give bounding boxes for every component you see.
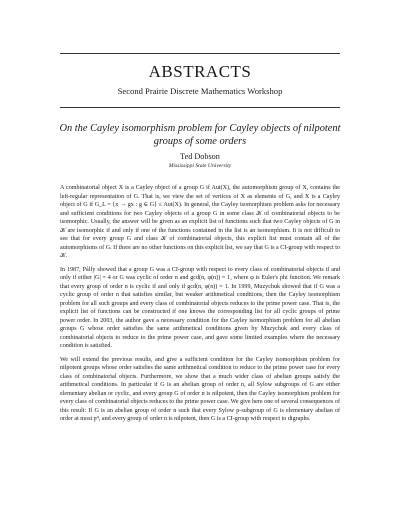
author-affiliation: Mississippi State University bbox=[168, 163, 232, 169]
abstract-body bbox=[60, 184, 340, 429]
section-title: ABSTRACTS bbox=[148, 62, 252, 81]
paper-title: On the Cayley isomorphism problem for Cayley objects of nilpotent groups of some orders bbox=[59, 123, 341, 147]
abstract-paragraph-2: In 1987, Pálfy showed that a group G was a CI-group with respect to every class of combinatorial objects if and only if either |G| = 4 or G was cyclic of order n and gcd(n, φ(n)) = 1, where φ is Euler's phi function. We remark that every group of order n is cyclic if and only if gcd(n, φ(n)) = 1. In 1999, Muzychuk showed that if G was a cyclic group of order n that satisfies similar, but weaker arithmetical conditions, then the Cayley isomorphism problem for all such groups and every class of combinatorial objects reduces to the prime power case. That is, the explicit list of functions can be constructed if one knows the corresponding list for all cyclic groups of prime power order. In 2003, the author gave a necessary condition for the Cayley isomorphism problem for all abelian groups G whose order satisfies the same arithmetical conditions given by Muzychuk and every class of combinatorial objects to reduce to the prime power case, and gave some limited examples where the necessary condition is satisfied. bbox=[60, 266, 340, 349]
abstract-paragraph-1: A combinatorial object X is a Cayley object of a group G if Aut(X), the automorphism group of X, contains the left-regular representation of G. That is, we view the set of vertices of X as elements of G, and X is a Cayley object of G if G_L = {x → gx : g ∈ G} ≤ Aut(X). In general, the Cayley isomorphism problem asks for necessary and sufficient conditions for two Cayley objects of a group G in some class 𝒦 of combinatorial objects to be isomorphic. Usually, the answer will be given as an explicit list of functions such that two Cayley objects of G in 𝒦 are isomorphic if and only if one of the functions contained in the list is an isomorphism. It is not difficult to see that for every group G and class 𝒦 of combinatorial objects, this explicit list must contain all of the automorphisms of G. If there are no other functions on this explicit list, we say that G is a CI-group with respect to 𝒦. bbox=[60, 185, 340, 259]
bottom-rule bbox=[60, 107, 340, 108]
top-rule bbox=[60, 53, 340, 54]
abstract-paragraph-3: We will extend the previous results, and give a sufficient condition for the Cayley isomorphism problem for nilpotent groups whose order satisfies the same arithmetical condition to reduce to the prime power case for every class of combinatorial objects. Furthermore, we show that a much wider class of abelian groups satisfy the arithmetical conditions. In particular if G is an abelian group of order n, all Sylow subgroups of G are either elementary abelian or cyclic, and every group G of order n is nilpotent, then the Cayley isomorphism problem for every class of combinatorial objects reduces to the prime power case. We give here one of several consequences of this result: If G is an abelian group of order n such that every Sylow p-subgroup of G is elementary abelian of order at most p⁴, and every group of order n is nilpotent, then G is a CI-group with respect to digraphs. bbox=[60, 356, 340, 422]
section-subtitle: Second Prairie Discrete Mathematics Workshop bbox=[117, 86, 283, 96]
paper-author: Ted Dobson bbox=[180, 152, 220, 161]
